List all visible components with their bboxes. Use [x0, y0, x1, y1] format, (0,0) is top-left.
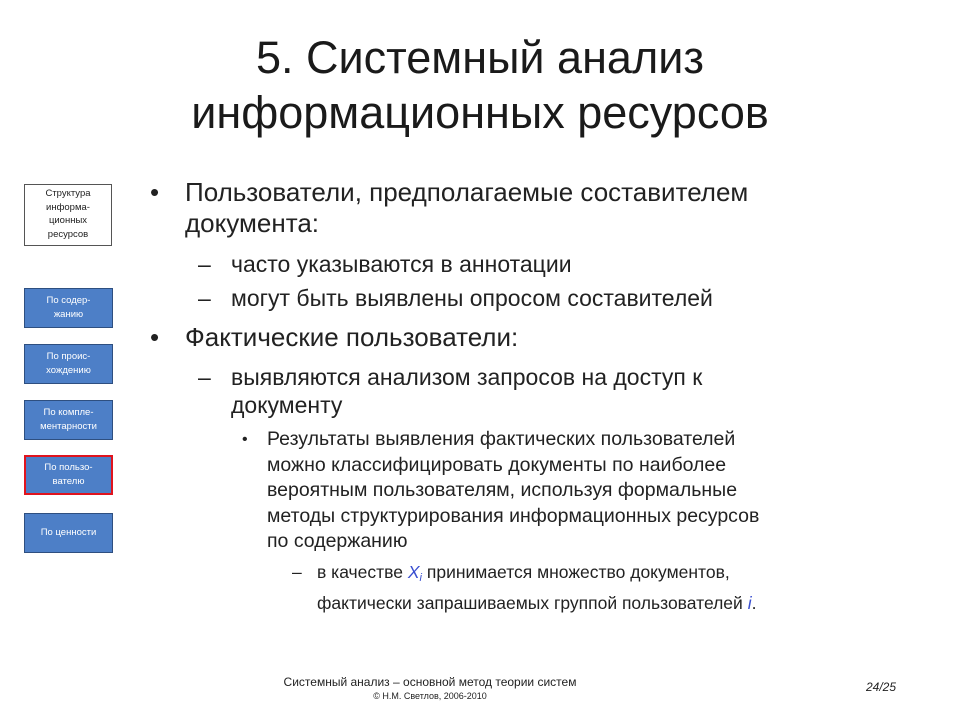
- sub-sub-bullet-text-line: методы структурирования информационных ресурсов: [267, 504, 760, 527]
- sidebar-item-label: жанию: [53, 309, 84, 320]
- sidebar-item-by-origin[interactable]: [24, 344, 113, 384]
- dash-marker: –: [198, 251, 211, 277]
- slide-footer: [200, 674, 660, 703]
- slide-title: [0, 30, 960, 140]
- sub-sub-bullet-text-line: Результаты выявления фактических пользователей: [267, 428, 736, 450]
- leaf-text-post: принимается множество документов,: [422, 562, 730, 582]
- sidebar-header-line: Структура: [45, 188, 91, 199]
- bullet-text-line: Пользователи, предполагаемые составителем: [185, 177, 749, 207]
- sidebar-header-line: ресурсов: [47, 228, 89, 240]
- sidebar-item-by-content[interactable]: [24, 288, 113, 328]
- footer-copyright: © Н.М. Светлов, 2006-2010: [373, 691, 487, 701]
- sub-bullet-text: [231, 363, 831, 419]
- leaf-bullet-text-line: [317, 560, 877, 591]
- bullet-text-line: документа:: [185, 208, 319, 238]
- dash-marker: –: [292, 562, 302, 582]
- variable-x-letter: X: [407, 562, 420, 582]
- bullet-marker: •: [150, 177, 160, 207]
- slide-title-line-1: 5. Системный анализ: [255, 32, 704, 83]
- sub-sub-bullet-text-line: по содержанию: [267, 530, 408, 552]
- sidebar-header-structure[interactable]: [24, 184, 112, 246]
- sub-sub-bullet-text: [267, 427, 887, 555]
- sub-bullet-text: могут быть выявлены опросом составителей: [231, 285, 713, 311]
- sub-sub-bullet-text-line: вероятным пользователям, используя формальные: [267, 479, 738, 501]
- leaf-bullet-text-line: [317, 591, 877, 616]
- sidebar-item-label: По пользо-: [44, 462, 93, 473]
- leaf-bullet-text: [317, 560, 877, 616]
- sidebar-item-by-value[interactable]: [24, 513, 113, 553]
- sub-bullet-text-line: выявляются анализом запросов на доступ к: [231, 364, 703, 390]
- leaf-text-line2-post: .: [751, 593, 757, 613]
- bullet-marker: •: [150, 322, 160, 352]
- sidebar-item-label: По содер-: [46, 295, 91, 306]
- variable-i: i: [747, 593, 752, 613]
- sidebar-item-label: По ценности: [40, 527, 97, 538]
- bullet-marker: •: [242, 431, 248, 448]
- sidebar-item-label: хождению: [46, 365, 91, 376]
- sidebar-item-label: вателю: [52, 476, 85, 487]
- sidebar-header-line: информа-: [46, 201, 90, 213]
- sidebar-item-by-complementarity[interactable]: [24, 400, 113, 440]
- dash-marker: –: [198, 364, 211, 390]
- page-number: 24/25: [866, 680, 897, 694]
- sidebar-item-label: По проис-: [46, 351, 91, 362]
- sidebar-item-label: ментарности: [40, 421, 97, 432]
- leaf-text-pre: в качестве: [317, 562, 408, 582]
- sub-bullet-text-line: документу: [231, 392, 343, 418]
- bullet-text: Фактические пользователи:: [185, 322, 519, 352]
- sidebar-header-line: ционных: [48, 215, 88, 226]
- dash-marker: –: [198, 285, 211, 311]
- footer-course-title: Системный анализ – основной метод теории систем: [283, 675, 577, 689]
- sidebar-item-by-user[interactable]: [24, 455, 113, 495]
- bullet-text: [185, 177, 905, 239]
- leaf-text-line2-pre: фактически запрашиваемых группой пользователей: [317, 593, 748, 613]
- variable-x: [408, 562, 422, 582]
- slide-title-line-2: информационных ресурсов: [191, 87, 769, 138]
- sub-sub-bullet-text-line: можно классифицировать документы по наиболее: [267, 453, 727, 476]
- variable-x-subscript: i: [419, 572, 422, 584]
- sub-bullet-text: часто указываются в аннотации: [231, 251, 572, 277]
- sidebar-item-label: По компле-: [43, 407, 94, 418]
